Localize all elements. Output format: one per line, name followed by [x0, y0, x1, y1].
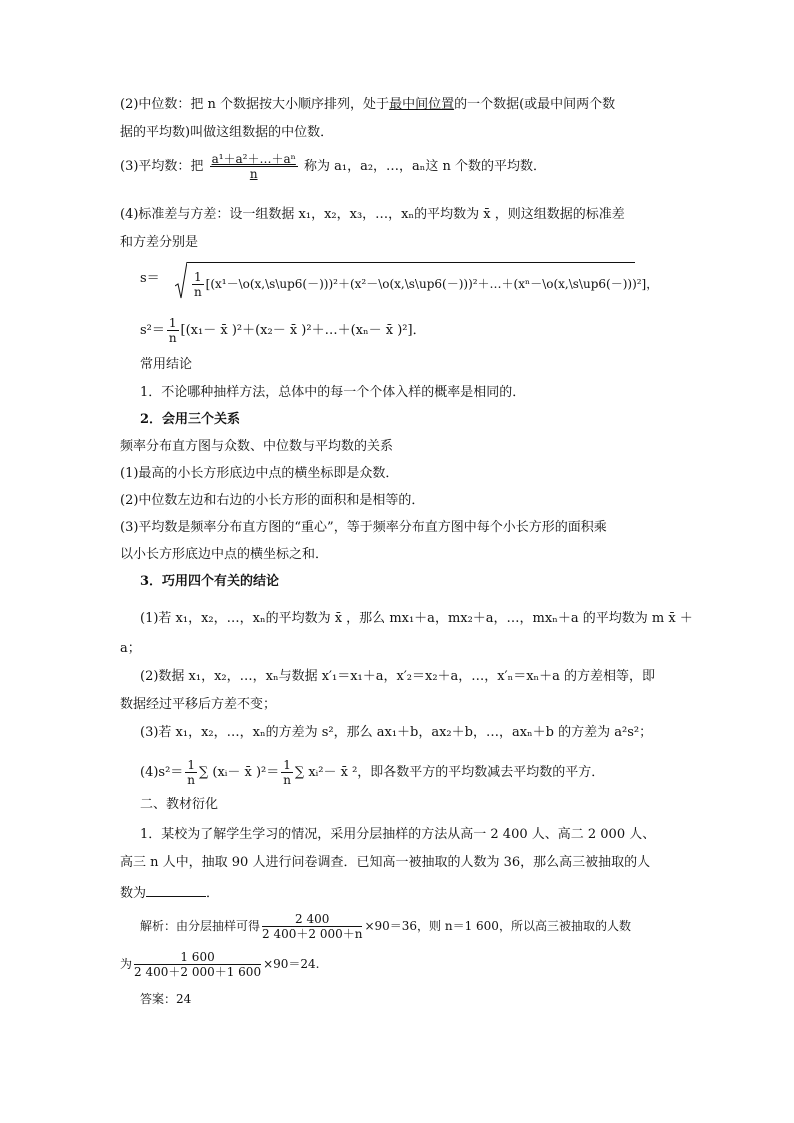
- item4-lhs: (4)s²＝: [140, 765, 184, 780]
- std-lhs: s＝: [140, 271, 160, 286]
- item4-fraction-2: [281, 758, 293, 787]
- solution-fraction-2: [134, 950, 261, 979]
- solution-mid: ×90＝36，则 n＝1 600，所以高三被抽取的人数: [364, 919, 631, 933]
- variance-fraction-den: n: [168, 331, 177, 345]
- median-definition-line1: [120, 96, 680, 114]
- variance-lhs: s²＝: [140, 323, 165, 338]
- solution-fraction-1: [262, 912, 362, 941]
- variance-intro-line1: (4)标准差与方差：设一组数据 x₁，x₂，x₃，…，xₙ的平均数为 x̄ ，则这组数据的标准差: [120, 207, 625, 222]
- mean-lead: (3)平均数：把: [120, 159, 204, 174]
- median-text-a: (2)中位数：把 n 个数据按大小顺序排列，处于: [120, 97, 390, 112]
- median-text-b: 的一个数据(或最中间两个数: [454, 97, 616, 112]
- median-underlined: 最中间位置: [389, 97, 455, 112]
- conclusion-2-item2: (2)中位数左边和右边的小长方形的面积和是相等的．: [120, 493, 425, 508]
- radical-bar: [187, 262, 635, 263]
- item4-fraction-1: [185, 758, 197, 787]
- conclusion-3-item1a: (1)若 x₁，x₂，…，xₙ的平均数为 x̄ ，那么 mx₁＋a，mx₂＋a，…，mxₙ＋a 的平均数为 m x̄ ＋: [140, 611, 693, 626]
- conclusion-2-lead: 频率分布直方图与众数、中位数与平均数的关系: [120, 439, 394, 454]
- item4-fraction-2-den: n: [283, 773, 291, 787]
- mean-definition: [120, 152, 680, 181]
- conclusion-2-item3a: (3)平均数是频率分布直方图的“重心”，等于频率分布直方图中每个小长方形的面积乘: [120, 520, 607, 535]
- mean-fraction: [210, 152, 298, 181]
- conclusion-2-item3b: 以小长方形底边中点的横坐标之和．: [120, 547, 329, 562]
- variance-fraction: [167, 316, 179, 345]
- solution-lead: 解析：由分层抽样可得: [140, 919, 261, 933]
- std-formula-body: [190, 270, 659, 299]
- solution-fraction-2-num: 1 600: [134, 950, 261, 965]
- variance-formula: [140, 316, 700, 345]
- textbook-title: 二、教材衍化: [140, 797, 219, 812]
- conclusions-title: 常用结论: [140, 357, 193, 372]
- mean-fraction-denominator: n: [249, 167, 258, 181]
- solution-line2-lead: 为: [120, 957, 133, 971]
- solution-fraction-1-num: 2 400: [262, 912, 362, 927]
- answer-blank: [146, 882, 206, 897]
- std-fraction-num: 1: [194, 270, 202, 284]
- std-body: [(x¹－\o(x,\s\up6(－)))²＋(x²－\o(x,\s\up6(－)))²＋…＋(xⁿ－\o(x,\s\up6(－)))²]，: [205, 277, 659, 291]
- variance-fraction-num: 1: [168, 316, 177, 330]
- conclusion-1: 1．不论哪种抽样方法，总体中的每一个个体入样的概率是相同的．: [140, 385, 526, 400]
- solution-fraction-1-den: 2 400＋2 000＋n: [262, 927, 363, 941]
- conclusion-3-title: 3．巧用四个有关的结论: [140, 574, 280, 589]
- item4-fraction-1-den: n: [187, 773, 195, 787]
- conclusion-2-item1: (1)最高的小长方形底边中点的横坐标即是众数．: [120, 466, 399, 481]
- variance-intro-line2: 和方差分别是: [120, 235, 199, 250]
- solution-line2-tail: ×90＝24.: [263, 957, 320, 971]
- conclusion-3-item2b: 数据经过平移后方差不变；: [120, 697, 277, 712]
- item4-mid: ∑ (xᵢ－ x̄ )²＝: [198, 765, 280, 780]
- solution-fraction-2-den: 2 400＋2 000＋1 600: [134, 965, 262, 979]
- mean-tail: 称为 a₁，a₂，…，aₙ这 n 个数的平均数．: [303, 159, 547, 174]
- question-1-line1: 1．某校为了解学生学习的情况，采用分层抽样的方法从高一 2 400 人、高二 2 000 人、: [140, 827, 656, 842]
- std-fraction-den: n: [193, 285, 202, 299]
- question-1-line3: [120, 882, 680, 903]
- item4-tail: ∑ xᵢ²－ x̄ ²，即各数平方的平均数减去平均数的平方．: [294, 765, 605, 780]
- question-1-line2: 高三 n 人中，抽取 90 人进行问卷调查．已知高一被抽取的人数为 36，那么高三被抽取的人: [120, 855, 651, 870]
- solution-line2: [120, 950, 680, 979]
- variance-body: [(x₁－ x̄ )²＋(x₂－ x̄ )²＋…＋(xₙ－ x̄ )²]．: [180, 323, 426, 338]
- conclusion-2-title: 2．会用三个关系: [140, 412, 241, 427]
- conclusion-3-item3: (3)若 x₁，x₂，…，xₙ的方差为 s²，那么 ax₁＋b，ax₂＋b，…，axₙ＋b 的方差为 a²s²；: [140, 725, 653, 740]
- conclusion-3-item2a: (2)数据 x₁，x₂，…，xₙ与数据 x′₁＝x₁＋a，x′₂＝x₂＋a，…，x′ₙ＝xₙ＋a 的方差相等，即: [140, 669, 656, 684]
- std-fraction: [192, 270, 204, 299]
- solution-line1: [140, 912, 700, 941]
- answer: 答案：24: [140, 992, 192, 1006]
- item4-fraction-2-num: 1: [283, 758, 291, 772]
- conclusion-3-item4: [140, 758, 700, 787]
- item4-fraction-1-num: 1: [187, 758, 195, 772]
- mean-fraction-numerator: a¹＋a²＋…＋aⁿ: [211, 152, 296, 166]
- conclusion-3-item1b: a；: [120, 641, 141, 656]
- radical-sign: [175, 262, 187, 300]
- question-1-line3-text: 数为: [120, 886, 147, 901]
- question-1-line3-tail: ．: [206, 886, 220, 901]
- median-definition-line2: 据的平均数)叫做这组数据的中位数．: [120, 125, 334, 140]
